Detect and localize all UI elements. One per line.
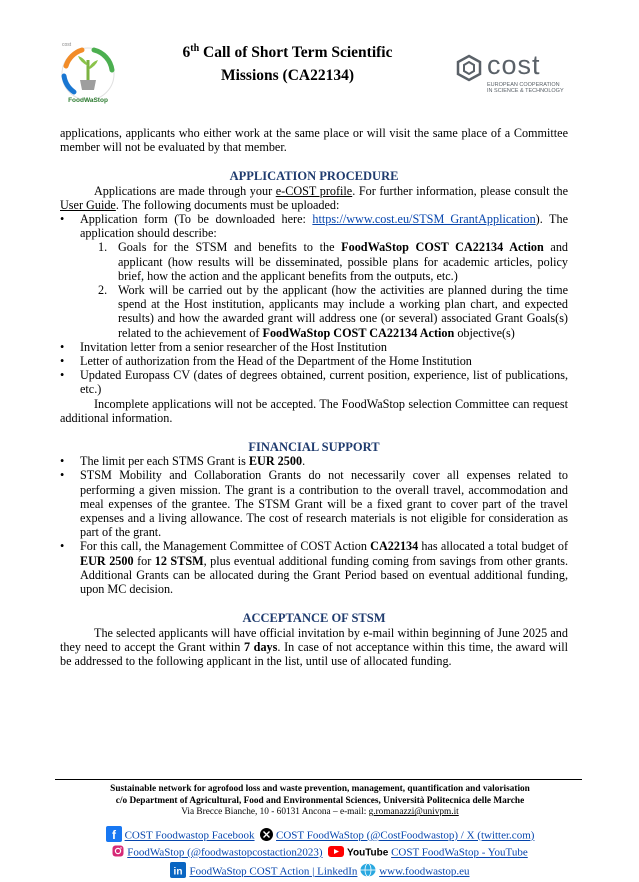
linkedin-link[interactable]: FoodWaStop COST Action | LinkedIn xyxy=(189,865,358,878)
social-row-1 xyxy=(40,826,600,846)
numbered-item: 1. Goals for the STSM and benefits to the FoodWaStop COST CA22134 Action and applicant (how results will be disseminated, possible plans for academic articles, policy brief, how the action and the applicant benefits from the outputs, etc.) xyxy=(98,240,569,283)
youtube-icon xyxy=(328,846,344,861)
numbered-item: 2. Work will be carried out by the applicant (how the activities are planned during the time spend at the Host institution, applicants may include a working plan chart, and expected results) and how the awarded grant will address one (or several) associated Grant Goals(s) related to the achievement of FoodWaStop COST CA22134 Action objective(s) xyxy=(98,283,568,340)
application-form-link[interactable]: https://www.cost.eu/STSM_GrantApplication xyxy=(312,212,536,227)
youtube-brand: YouTube xyxy=(347,847,389,859)
heading-financial-support: FINANCIAL SUPPORT xyxy=(248,440,380,455)
intro-paragraph: applications, applicants who either work at the same place or will visit the same place of a Committee member will not be evaluated by that member. xyxy=(60,126,568,155)
user-guide-link[interactable]: User Guide xyxy=(60,197,116,212)
list-item: • Updated Europass CV (dates of degrees obtained, current position, experience, list of publications, etc.) xyxy=(60,368,568,396)
procedure-paragraph: Applications are made through your e-COST profile. For further information, please consult the User Guide. The following documents must be uploaded: xyxy=(60,183,568,212)
youtube-link[interactable]: COST FoodWaStop - YouTube xyxy=(391,846,528,859)
list-item: • Invitation letter from a senior researcher of the Host Institution xyxy=(60,340,568,354)
heading-application-procedure: APPLICATION PROCEDURE xyxy=(229,169,399,184)
list-item: • The limit per each STMS Grant is EUR 2500. xyxy=(60,454,568,468)
x-twitter-icon xyxy=(260,828,273,845)
website-link[interactable]: www.foodwastop.eu xyxy=(379,865,470,878)
list-item: • For this call, the Management Committee of COST Action CA22134 has allocated a total budget of EUR 2500 for 12 STSM, plus eventual additional funding coming from savings from other grants. Additional Grants can be allocated during the Grant Period based on eventual additional funding, upon MC decision. xyxy=(60,539,568,596)
incomplete-applications-paragraph: Incomplete applications will not be accepted. The FoodWaStop selection Committee can request additional information. xyxy=(60,396,568,425)
document-body xyxy=(60,126,568,668)
foodwastop-logo xyxy=(52,36,124,108)
footer-divider xyxy=(55,779,582,780)
svg-text:cost: cost xyxy=(62,42,72,48)
svg-text:in: in xyxy=(174,866,183,878)
instagram-link[interactable]: FoodWaStop (@foodwastopcostaction2023) xyxy=(127,846,323,859)
globe-icon xyxy=(360,863,376,881)
x-twitter-link[interactable]: COST FoodWaStop (@CostFoodwastop) / X (twitter.com) xyxy=(276,829,535,842)
ecost-profile-link[interactable]: e-COST profile xyxy=(275,183,353,198)
list-item: • STSM Mobility and Collaboration Grants do not necessarily cover all expenses related to performing a given mission. The grant is a contribution to the overall travel, accommodation and meal expenses of the grantee. The STSM Grant will be a fixed grant to cover part of the travel expenses and a living allowance. The cost of research materials is not eligible for consideration as part of the grant. xyxy=(60,468,568,539)
list-item: • Letter of authorization from the Head of the Department of the Home Institution xyxy=(60,354,568,368)
financial-list xyxy=(60,454,568,596)
acceptance-paragraph: The selected applicants will have official invitation by e-mail within beginning of June 2025 and they need to accept the Grant within 7 days. In case of not acceptance within this time, the award will be addressed to the following applicant in the list, until use of allocated funding. xyxy=(60,625,569,668)
svg-text:f: f xyxy=(111,828,116,842)
heading-acceptance: ACCEPTANCE OF STSM xyxy=(242,611,386,626)
application-describe-list xyxy=(80,240,568,339)
documents-list xyxy=(60,212,568,397)
list-item: • Application form (To be downloaded here: https://www.cost.eu/STSM_GrantApplication). The application should describe: 1. Goals for the STSM and benefits to the FoodWaStop COST CA22134 Action and applicant (how results will be disseminated, possible plans for academic articles, policy brief, how the action and the applicant benefits from the outputs, etc.) 2. Work will be carried out by the applicant (how the activities are planned during the time spend at the Host institution, applicants may include a working plan chart, and expected results) and how the awarded grant will address one (or several) associated Grant Goals(s) related to the achievement of FoodWaStop COST CA22134 Action objective(s) xyxy=(60,212,568,340)
page-title: 6th Call of Short Term Scientific Missions (CA22134) xyxy=(182,43,393,85)
cost-logo: cost EUROPEAN COOPERATION IN SCIENCE & TECHNOLOGY xyxy=(455,52,575,96)
social-row-2 xyxy=(40,845,600,861)
linkedin-icon xyxy=(170,862,186,882)
social-row-3 xyxy=(40,862,600,882)
footer-address: Sustainable network for agrofood loss and waste prevention, management, quantification and valorisation c/o Department of Agricultural, Food and Environmental Sciences, Università Politecnica delle Marche Via Brecce Bianche, 10 - 60131 Ancona – e-mail: g.romanazzi@univpm.it xyxy=(110,784,530,818)
email-link[interactable]: g.romanazzi@univpm.it xyxy=(368,807,459,818)
facebook-link[interactable]: COST Foodwastop Facebook xyxy=(124,829,255,842)
instagram-icon xyxy=(112,845,124,861)
facebook-icon xyxy=(106,826,122,846)
foodwastop-logo-text: FoodWaStop xyxy=(68,97,108,104)
cost-hexagon-icon xyxy=(455,54,483,82)
